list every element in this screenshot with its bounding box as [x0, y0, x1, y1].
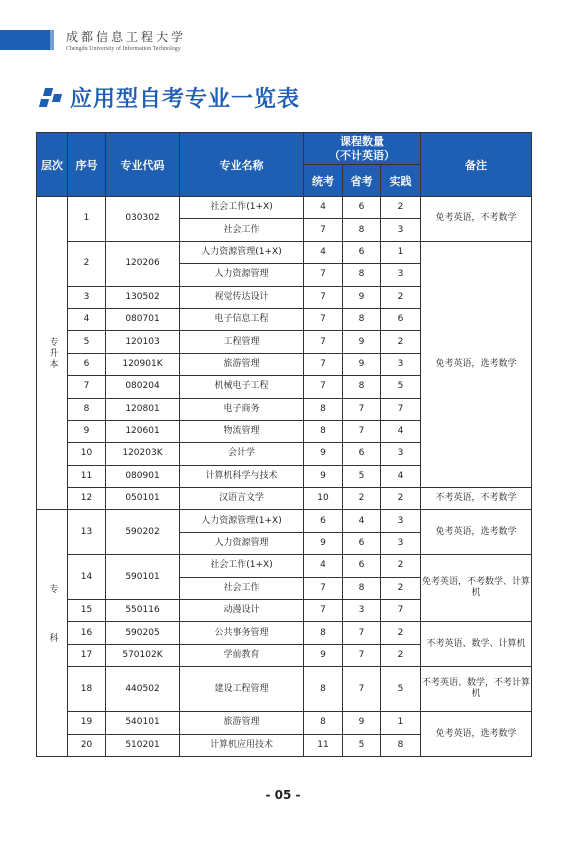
unified-cell: 7: [304, 353, 343, 375]
unified-cell: 6: [304, 510, 343, 532]
remark-cell: 免考英语，选考数学: [421, 712, 532, 757]
practice-cell: 2: [381, 197, 421, 219]
seq-cell: 5: [68, 331, 106, 353]
provincial-cell: 7: [343, 622, 381, 644]
unified-cell: 7: [304, 264, 343, 286]
provincial-cell: 9: [343, 286, 381, 308]
unified-cell: 9: [304, 644, 343, 666]
practice-cell: 7: [381, 398, 421, 420]
remark-cell: 不考英语、数学、计算机: [421, 622, 532, 667]
provincial-cell: 2: [343, 488, 381, 510]
seq-cell: 18: [68, 667, 106, 712]
code-cell: 120601: [106, 420, 180, 442]
name-cell: 物流管理: [180, 420, 304, 442]
code-cell: 570102K: [106, 644, 180, 666]
provincial-cell: 6: [343, 197, 381, 219]
practice-cell: 3: [381, 264, 421, 286]
seq-cell: 13: [68, 510, 106, 555]
practice-cell: 1: [381, 241, 421, 263]
seq-cell: 11: [68, 465, 106, 487]
practice-cell: 6: [381, 308, 421, 330]
unified-cell: 8: [304, 712, 343, 734]
remark-cell: 不考英语，不考数学: [421, 488, 532, 510]
unified-cell: 4: [304, 241, 343, 263]
practice-cell: 3: [381, 443, 421, 465]
practice-cell: 1: [381, 712, 421, 734]
name-cell: 计算机应用技术: [180, 734, 304, 756]
provincial-cell: 8: [343, 219, 381, 241]
header-courses: 课程数量 （不计英语）: [304, 133, 421, 165]
table-row: [37, 241, 532, 263]
remark-cell: 免考英语，选考数学: [421, 241, 532, 487]
provincial-cell: 6: [343, 555, 381, 577]
seq-cell: 20: [68, 734, 106, 756]
name-cell: 电子商务: [180, 398, 304, 420]
unified-cell: 7: [304, 376, 343, 398]
provincial-cell: 4: [343, 510, 381, 532]
name-cell: 电子信息工程: [180, 308, 304, 330]
major-table: [36, 132, 532, 757]
code-cell: 440502: [106, 667, 180, 712]
university-name-en: Chengdu University of Information Technology: [66, 46, 181, 52]
name-cell: 工程管理: [180, 331, 304, 353]
practice-cell: 2: [381, 555, 421, 577]
table-row: [37, 488, 532, 510]
seq-cell: 8: [68, 398, 106, 420]
header-provincial: 省考: [343, 165, 381, 197]
name-cell: 汉语言文学: [180, 488, 304, 510]
seq-cell: 2: [68, 241, 106, 286]
unified-cell: 8: [304, 667, 343, 712]
unified-cell: 9: [304, 465, 343, 487]
provincial-cell: 9: [343, 712, 381, 734]
unified-cell: 4: [304, 555, 343, 577]
practice-cell: 2: [381, 331, 421, 353]
name-cell: 人力资源管理(1+X): [180, 241, 304, 263]
practice-cell: 3: [381, 532, 421, 554]
title-blocks-icon: [38, 86, 64, 110]
name-cell: 学前教育: [180, 644, 304, 666]
unified-cell: 7: [304, 308, 343, 330]
code-cell: 080901: [106, 465, 180, 487]
practice-cell: 3: [381, 510, 421, 532]
code-cell: 080701: [106, 308, 180, 330]
header-bar-accent: [50, 30, 54, 50]
name-cell: 人力资源管理(1+X): [180, 510, 304, 532]
page-number: - 05 -: [265, 788, 301, 802]
practice-cell: 5: [381, 667, 421, 712]
provincial-cell: 6: [343, 532, 381, 554]
practice-cell: 8: [381, 734, 421, 756]
name-cell: 人力资源管理: [180, 264, 304, 286]
practice-cell: 2: [381, 286, 421, 308]
level-zk: 专科: [37, 510, 68, 757]
name-cell: 计算机科学与技术: [180, 465, 304, 487]
code-cell: 590202: [106, 510, 180, 555]
provincial-cell: 8: [343, 376, 381, 398]
unified-cell: 7: [304, 600, 343, 622]
unified-cell: 7: [304, 286, 343, 308]
header-practice: 实践: [381, 165, 421, 197]
table-row: [37, 712, 532, 734]
code-cell: 120103: [106, 331, 180, 353]
code-cell: 590101: [106, 555, 180, 600]
provincial-cell: 8: [343, 308, 381, 330]
unified-cell: 8: [304, 398, 343, 420]
unified-cell: 8: [304, 420, 343, 442]
provincial-cell: 7: [343, 644, 381, 666]
provincial-cell: 6: [343, 241, 381, 263]
seq-cell: 16: [68, 622, 106, 644]
unified-cell: 8: [304, 622, 343, 644]
unified-cell: 7: [304, 331, 343, 353]
seq-cell: 10: [68, 443, 106, 465]
table-row: [37, 555, 532, 577]
name-cell: 会计学: [180, 443, 304, 465]
level-zsb: 专升本: [37, 197, 68, 510]
seq-cell: 19: [68, 712, 106, 734]
header-bar: [0, 30, 50, 50]
name-cell: 旅游管理: [180, 712, 304, 734]
page-title: 应用型自考专业一览表: [70, 87, 301, 112]
code-cell: 590205: [106, 622, 180, 644]
practice-cell: 5: [381, 376, 421, 398]
remark-cell: 免考英语，不考数学、计算机: [421, 555, 532, 622]
table-row: [37, 197, 532, 219]
provincial-cell: 5: [343, 734, 381, 756]
name-cell: 人力资源管理: [180, 532, 304, 554]
code-cell: 080204: [106, 376, 180, 398]
table-row: [37, 622, 532, 644]
header-unified: 统考: [304, 165, 343, 197]
seq-cell: 15: [68, 600, 106, 622]
table-row: [37, 510, 532, 532]
practice-cell: 2: [381, 622, 421, 644]
seq-cell: 4: [68, 308, 106, 330]
code-cell: 120901K: [106, 353, 180, 375]
provincial-cell: 3: [343, 600, 381, 622]
seq-cell: 1: [68, 197, 106, 242]
code-cell: 540101: [106, 712, 180, 734]
name-cell: 旅游管理: [180, 353, 304, 375]
provincial-cell: 8: [343, 577, 381, 599]
university-logo: [66, 28, 186, 52]
name-cell: 社会工作(1+X): [180, 197, 304, 219]
university-name-cn: 成都信息工程大学: [66, 30, 187, 44]
provincial-cell: 8: [343, 264, 381, 286]
header-remarks: 备注: [421, 133, 532, 197]
remark-cell: 免考英语，不考数学: [421, 197, 532, 242]
seq-cell: 6: [68, 353, 106, 375]
name-cell: 公共事务管理: [180, 622, 304, 644]
remark-cell: 不考英语、数学，不考计算机: [421, 667, 532, 712]
practice-cell: 7: [381, 600, 421, 622]
seq-cell: 3: [68, 286, 106, 308]
practice-cell: 3: [381, 353, 421, 375]
remark-cell: 免考英语，选考数学: [421, 510, 532, 555]
name-cell: 社会工作(1+X): [180, 555, 304, 577]
name-cell: 机械电子工程: [180, 376, 304, 398]
provincial-cell: 7: [343, 398, 381, 420]
unified-cell: 7: [304, 577, 343, 599]
seq-cell: 17: [68, 644, 106, 666]
name-cell: 社会工作: [180, 577, 304, 599]
name-cell: 动漫设计: [180, 600, 304, 622]
code-cell: 550116: [106, 600, 180, 622]
unified-cell: 11: [304, 734, 343, 756]
code-cell: 050101: [106, 488, 180, 510]
seq-cell: 12: [68, 488, 106, 510]
header-name: 专业名称: [180, 133, 304, 197]
header-code: 专业代码: [106, 133, 180, 197]
seq-cell: 9: [68, 420, 106, 442]
unified-cell: 9: [304, 443, 343, 465]
code-cell: 120206: [106, 241, 180, 286]
name-cell: 视觉传达设计: [180, 286, 304, 308]
name-cell: 建设工程管理: [180, 667, 304, 712]
practice-cell: 2: [381, 488, 421, 510]
unified-cell: 9: [304, 532, 343, 554]
seq-cell: 7: [68, 376, 106, 398]
unified-cell: 4: [304, 197, 343, 219]
code-cell: 120203K: [106, 443, 180, 465]
practice-cell: 3: [381, 219, 421, 241]
provincial-cell: 6: [343, 443, 381, 465]
practice-cell: 4: [381, 465, 421, 487]
unified-cell: 10: [304, 488, 343, 510]
header-seq: 序号: [68, 133, 106, 197]
unified-cell: 7: [304, 219, 343, 241]
seq-cell: 14: [68, 555, 106, 600]
title-row: [38, 82, 300, 113]
practice-cell: 4: [381, 420, 421, 442]
provincial-cell: 9: [343, 353, 381, 375]
code-cell: 120801: [106, 398, 180, 420]
provincial-cell: 5: [343, 465, 381, 487]
code-cell: 130502: [106, 286, 180, 308]
table-row: [37, 667, 532, 712]
code-cell: 030302: [106, 197, 180, 242]
provincial-cell: 9: [343, 331, 381, 353]
code-cell: 510201: [106, 734, 180, 756]
provincial-cell: 7: [343, 667, 381, 712]
header-level: 层次: [37, 133, 68, 197]
provincial-cell: 7: [343, 420, 381, 442]
name-cell: 社会工作: [180, 219, 304, 241]
practice-cell: 2: [381, 577, 421, 599]
practice-cell: 2: [381, 644, 421, 666]
